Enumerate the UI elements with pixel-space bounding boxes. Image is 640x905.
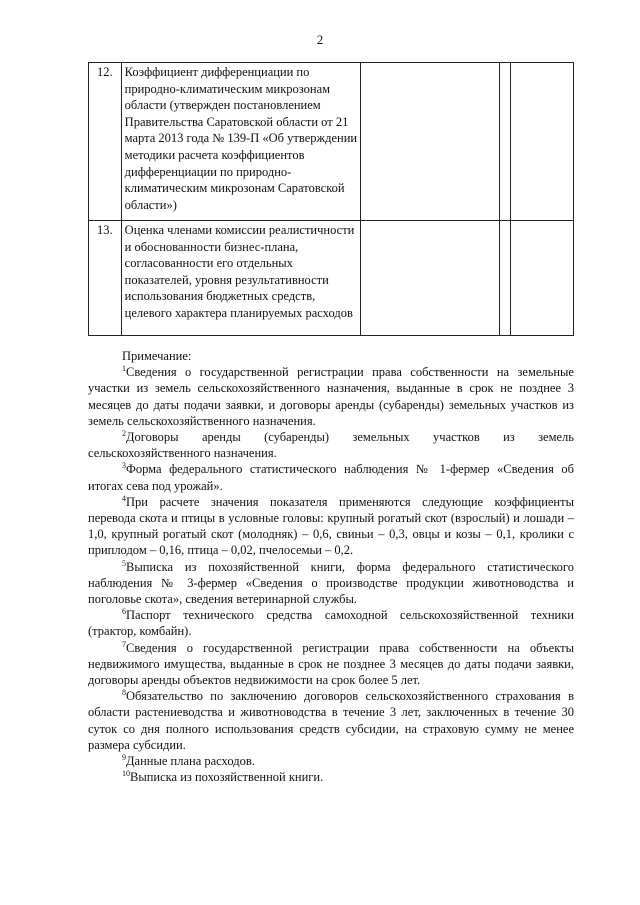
criterion-text: Оценка членами комиссии реалистичности и обоснованности бизнес-плана, согласованности его отдельных показателей, уровня результативности использования бюджетных средств, целевого характера планируемых расходов <box>121 221 361 336</box>
empty-cell <box>510 63 573 221</box>
note-text: Форма федерального статистического наблюдения № 1-фермер «Сведения об итогах сева под урожай». <box>88 462 574 493</box>
footnote-marker: 10 <box>122 769 130 779</box>
footnote-marker: 1 <box>122 364 126 374</box>
notes-title: Примечание: <box>122 349 192 363</box>
notes-section <box>88 348 574 785</box>
note-item <box>88 494 574 559</box>
note-text: Договоры аренды (субаренды) земельных участков из земель сельскохозяйственного назначения. <box>88 430 574 461</box>
footnote-marker: 8 <box>122 688 126 698</box>
row-number: 12. <box>89 63 122 221</box>
note-text: Паспорт технического средства самоходной сельскохозяйственной техники (трактор, комбайн). <box>88 608 574 639</box>
note-text: Сведения о государственной регистрации права собственности на земельные участки из земель сельскохозяйственного назначения, выданные в срок не позднее 3 месяцев до даты подачи заявки, и договоры аренды (субаренды) земельных участков из земель сельскохозяйственного назначения. <box>88 365 574 428</box>
row-number: 13. <box>89 221 122 336</box>
note-item <box>88 640 574 689</box>
empty-cell <box>499 221 510 336</box>
empty-cell <box>499 63 510 221</box>
footnote-marker: 6 <box>122 607 126 617</box>
note-item <box>88 769 574 785</box>
note-item <box>88 607 574 639</box>
footnote-marker: 4 <box>122 493 126 503</box>
note-item <box>88 753 574 769</box>
note-text: Выписка из похозяйственной книги. <box>130 770 324 785</box>
table-row <box>89 63 574 221</box>
note-text: При расчете значения показателя применяются следующие коэффициенты перевода скота и птицы в условные головы: крупный рогатый скот (взрослый) и лошади – 1,0, крупный рогатый скот (молодняк) – 0,6, свиньи – 0,3, овцы и козы – 0,1, кролики с приплодом – 0,16, птица – 0,02, пчелосемьи – 0,2. <box>88 494 574 558</box>
page-number: 2 <box>316 32 324 47</box>
note-item <box>88 364 574 429</box>
note-text: Выписка из похозяйственной книги, форма федерального статистического наблюдения № 3-фермер «Сведения о производстве продукции животноводства и поголовье скота», сведения ветеринарной службы. <box>88 559 574 607</box>
note-item <box>88 429 574 461</box>
note-item <box>88 688 574 753</box>
criterion-text: Коэффициент дифференциации по природно-климатическим микрозонам области (утвержден постановлением Правительства Саратовской области от 21 марта 2013 года № 139-П «Об утверждении методики расчета коэффициентов дифференциации по природно-климатическим микрозонам Саратовской области») <box>121 63 361 221</box>
footnote-marker: 3 <box>122 461 126 471</box>
criteria-table <box>88 62 574 336</box>
footnote-marker: 2 <box>122 428 126 438</box>
note-text: Сведения о государственной регистрации права собственности на объекты недвижимого имущества, выданные в срок не позднее 3 месяцев до даты подачи заявки, договоры аренды объектов недвижимости на срок более 5 лет. <box>88 640 574 688</box>
footnote-marker: 9 <box>122 752 126 762</box>
note-text: Обязательство по заключению договоров сельскохозяйственного страхования в области растениеводства и животноводства в течение 3 лет, заключенных в течение 30 суток со дня полного использования средств субсидии, на страховую сумму не менее размера субсидии. <box>88 689 574 752</box>
empty-cell <box>361 63 500 221</box>
empty-cell <box>510 221 573 336</box>
table-row <box>89 221 574 336</box>
empty-cell <box>361 221 500 336</box>
note-item <box>88 461 574 493</box>
note-item <box>88 559 574 608</box>
footnote-marker: 5 <box>122 558 126 568</box>
note-text: Данные плана расходов. <box>126 754 255 769</box>
footnote-marker: 7 <box>122 639 126 649</box>
